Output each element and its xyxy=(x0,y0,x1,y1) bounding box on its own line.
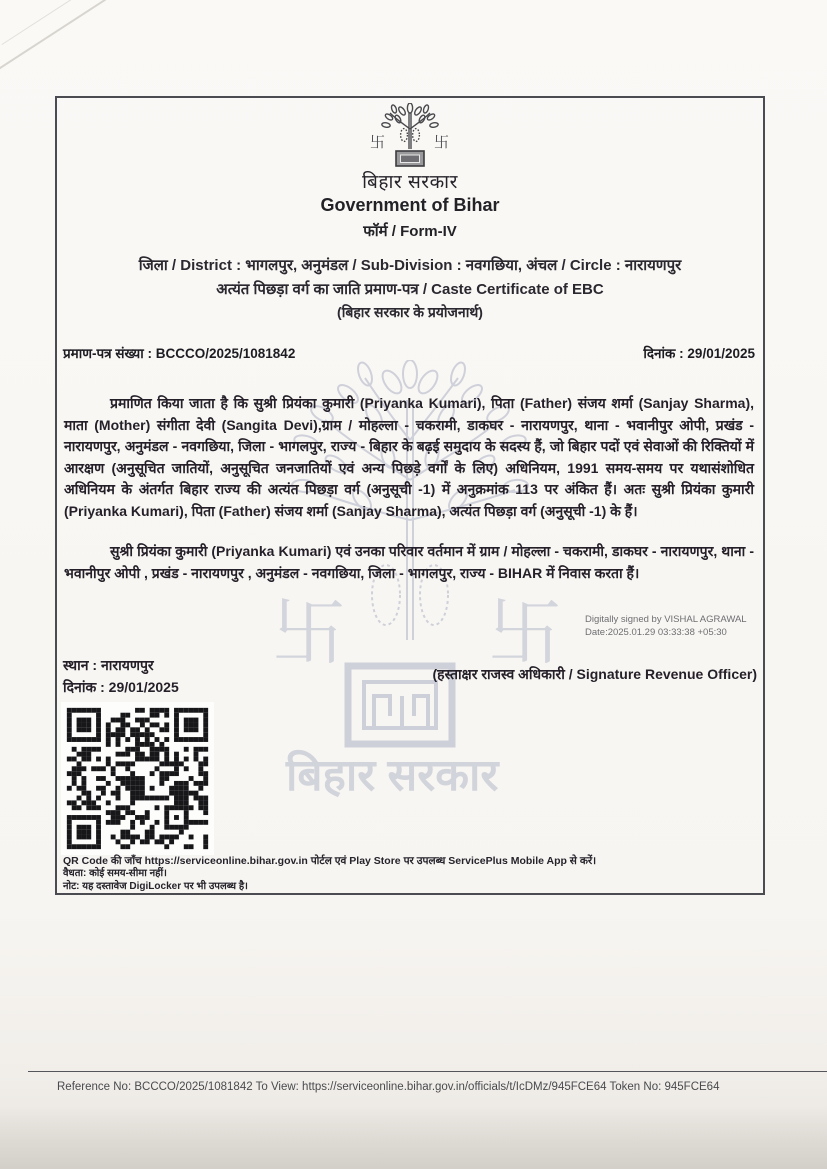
certificate-body-paragraph: प्रमाणित किया जाता है कि सुश्री प्रियंका कुमारी (Priyanka Kumari), पिता (Father) संजय शर्मा (Sanjay Sharma), माता (Mother) संगीता देवी (Sangita Devi),ग्राम / मोहल्ला - चकरामी, डाकघर - नारायणपुर, थाना - भवानीपुर ओपी, प्रखंड - नारायणपुर, अनुमंडल - नवगछिया, जिला - भागलपुर, राज्य - बिहार के बढ़ई समुदाय के सदस्य हैं, जो बिहार पदों एवं सेवाओं की रिक्तियों में आरक्षण (अनुसूचित जातियों, अनुसूचित जनजातियों एवं अन्य पिछड़े वर्गों के लिए) अधिनियम, 1991 समय-समय पर यथासंशोधित अधिनियम के अंतर्गत बिहार राज्य की अत्यंत पिछड़ा वर्ग (अनुसूची -1) में अनुक्रमांक 113 पर अंकित हैं। अतः सुश्री प्रियंका कुमारी (Priyanka Kumari), पिता (Father) संजय शर्मा (Sanjay Sharma), अत्यंत पिछड़ा वर्ग (अनुसूची -1) के हैं। xyxy=(64,395,754,519)
digital-signature-signer: Digitally signed by VISHAL AGRAWAL xyxy=(585,614,747,625)
org-name-hindi: बिहार सरकार xyxy=(362,172,458,193)
certificate-meta-row xyxy=(63,344,755,362)
district-line: जिला / District : भागलपुर, अनुमंडल / Sub-Division : नवगछिया, अंचल / Circle : नारायणपुर xyxy=(138,257,682,274)
certificate-border-frame xyxy=(55,96,765,895)
validity-note: वैधता: कोई समय-सीमा नहीं। xyxy=(63,868,167,879)
svg-text:卐: 卐 xyxy=(272,590,346,676)
form-number: फॉर्म / Form-IV xyxy=(363,223,457,240)
bihar-emblem-icon xyxy=(57,103,763,174)
certificate-title: अत्यंत पिछड़ा वर्ग का जाति प्रमाण-पत्र / Caste Certificate of EBC xyxy=(216,281,604,298)
footer-reference-line: Reference No: BCCCO/2025/1081842 To View: https://serviceonline.bihar.gov.in/officials/t/IcDMz/945FCE64 Token No: 945FCE64 xyxy=(57,1081,720,1093)
purpose-line: (बिहार सरकार के प्रयोजनार्थ) xyxy=(337,304,483,320)
certificate-number: BCCCO/2025/1081842 xyxy=(155,346,296,361)
place-date-block xyxy=(63,654,179,698)
footer-divider xyxy=(28,1071,827,1072)
digital-signature-note xyxy=(585,613,811,639)
scan-edge-shadow xyxy=(0,1106,827,1169)
digilocker-note: नोट: यह दस्तावेज DigiLocker पर भी उपलब्ध है। xyxy=(63,880,248,892)
certificate-number-label: प्रमाण-पत्र संख्या : xyxy=(63,346,156,361)
org-name-english: Government of Bihar xyxy=(320,195,500,215)
watermark-text: बिहार सरकार xyxy=(286,751,499,800)
signature-date-line: दिनांक : 29/01/2025 xyxy=(63,679,179,695)
issue-date-label: दिनांक : xyxy=(643,346,688,361)
svg-text:卐: 卐 xyxy=(370,133,386,151)
place-line: स्थान : नारायणपुर xyxy=(63,657,154,673)
digital-signature-date: Date:2025.01.29 03:33:38 +05:30 xyxy=(585,627,727,638)
qr-code xyxy=(61,702,214,855)
issue-date: 29/01/2025 xyxy=(687,346,755,361)
signature-officer-line: (हस्ताक्षर राजस्व अधिकारी / Signature Revenue Officer) xyxy=(432,666,757,682)
svg-text:卐: 卐 xyxy=(488,590,562,676)
qr-notes-block xyxy=(63,855,755,893)
qr-instructions: QR Code की जाँच https://serviceonline.bihar.gov.in पोर्टल एवं Play Store पर उपलब्ध ServicePlus Mobile App से करें। xyxy=(63,855,597,867)
svg-text:卐: 卐 xyxy=(434,133,450,151)
residence-paragraph: सुश्री प्रियंका कुमारी (Priyanka Kumari) एवं उनका परिवार वर्तमान में ग्राम / मोहल्ला - चकरामी, डाकघर - नारायणपुर, थाना - भवानीपुर ओपी , प्रखंड - नारायणपुर , अनुमंडल - नवगछिया, जिला - भागलपुर, राज्य - BIHAR में निवास करता हैं। xyxy=(64,543,754,581)
